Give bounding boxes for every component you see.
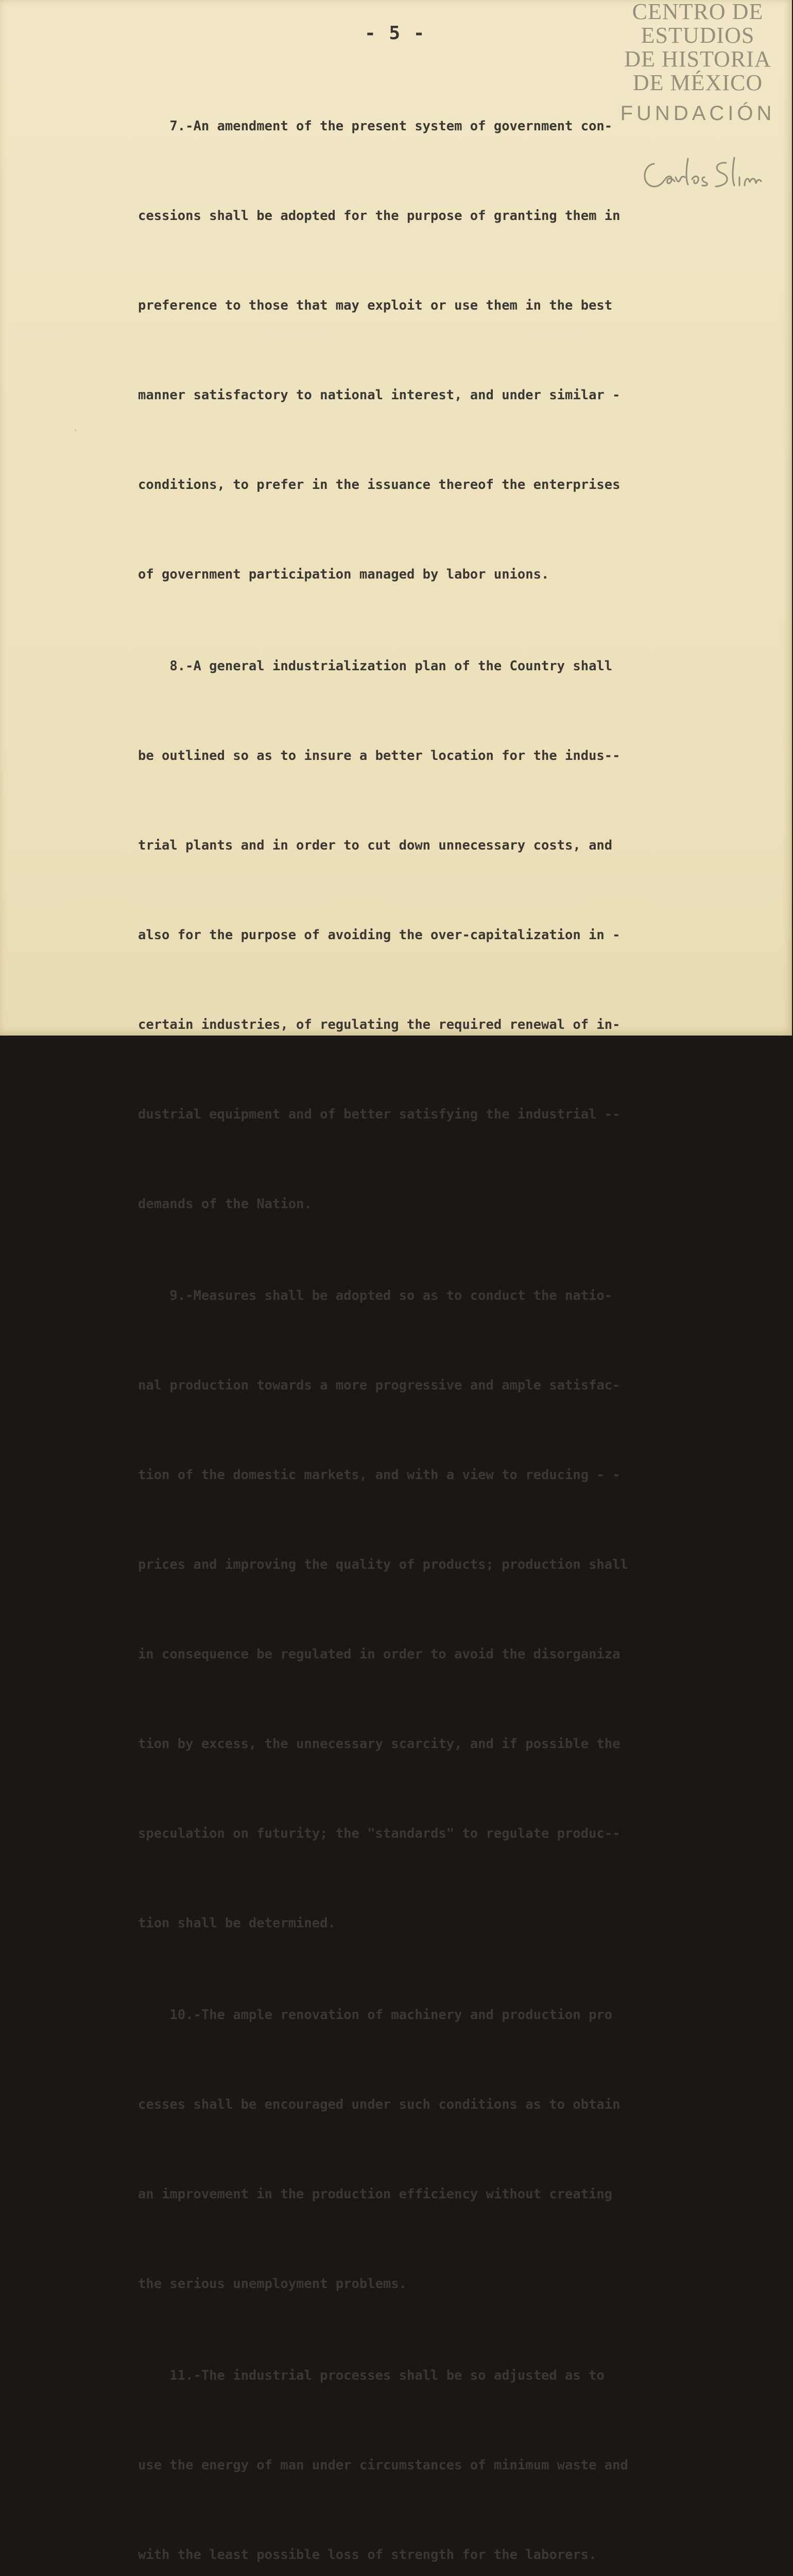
text-line: with the least possible loss of strength for the laborers. xyxy=(138,2547,597,2563)
text-line: nal production towards a more progressive and ample satisfac- xyxy=(138,1378,620,1393)
watermark-line: DE HISTORIA xyxy=(624,46,771,72)
document-body xyxy=(138,52,730,2576)
text-line: also for the purpose of avoiding the over-capitalization in - xyxy=(138,927,620,943)
archive-watermark xyxy=(602,0,793,196)
signature-logo xyxy=(639,155,762,196)
text-line: certain industries, of regulating the required renewal of in- xyxy=(138,1017,620,1032)
text-line: use the energy of man under circumstances of minimum waste and xyxy=(138,2458,628,2473)
text-line: 9.-Measures shall be adopted so as to conduct the natio- xyxy=(138,1288,613,1303)
text-line: conditions, to prefer in the issuance thereof the enterprises xyxy=(138,477,620,493)
watermark-line: ESTUDIOS xyxy=(641,23,755,48)
watermark-line: DE MÉXICO xyxy=(632,70,763,95)
text-line: be outlined so as to insure a better location for the indus-- xyxy=(138,748,620,764)
text-line: the serious unemployment problems. xyxy=(138,2276,407,2292)
page-number: - 5 - xyxy=(365,23,426,44)
text-line: trial plants and in order to cut down unnecessary costs, and xyxy=(138,838,613,853)
text-line: 10.-The ample renovation of machinery and production pro xyxy=(138,2007,613,2023)
text-line: prices and improving the quality of products; production shall xyxy=(138,1557,628,1572)
watermark-line: CENTRO DE xyxy=(632,0,764,24)
text-line: demands of the Nation. xyxy=(138,1196,312,1212)
text-line: in consequence be regulated in order to avoid the disorganiza xyxy=(138,1647,620,1662)
text-line: 7.-An amendment of the present system of government con- xyxy=(138,118,613,134)
text-line: tion shall be determined. xyxy=(138,1916,336,1931)
text-line: manner satisfactory to national interest, and under similar - xyxy=(138,387,620,403)
margin-smudge: · xyxy=(73,426,78,435)
text-line: preference to those that may exploit or use them in the best xyxy=(138,298,613,313)
text-line: speculation on futurity; the "standards" to regulate produc-- xyxy=(138,1826,620,1841)
watermark-foundation: FUNDACIÓN xyxy=(620,102,775,125)
text-line: tion by excess, the unnecessary scarcity, and if possible the xyxy=(138,1736,620,1752)
text-line: of government participation managed by labor unions. xyxy=(138,567,549,582)
text-line: 8.-A general industrialization plan of the Country shall xyxy=(138,658,613,674)
text-line: tion of the domestic markets, and with a view to reducing - - xyxy=(138,1467,620,1483)
text-line: dustrial equipment and of better satisfying the industrial -- xyxy=(138,1107,620,1122)
text-line: an improvement in the production efficiency without creating xyxy=(138,2187,613,2202)
text-line: cessions shall be adopted for the purpose of granting them in xyxy=(138,208,620,224)
text-line: 11.-The industrial processes shall be so adjusted as to xyxy=(138,2368,605,2383)
text-line: cesses shall be encouraged under such conditions as to obtain xyxy=(138,2097,620,2112)
